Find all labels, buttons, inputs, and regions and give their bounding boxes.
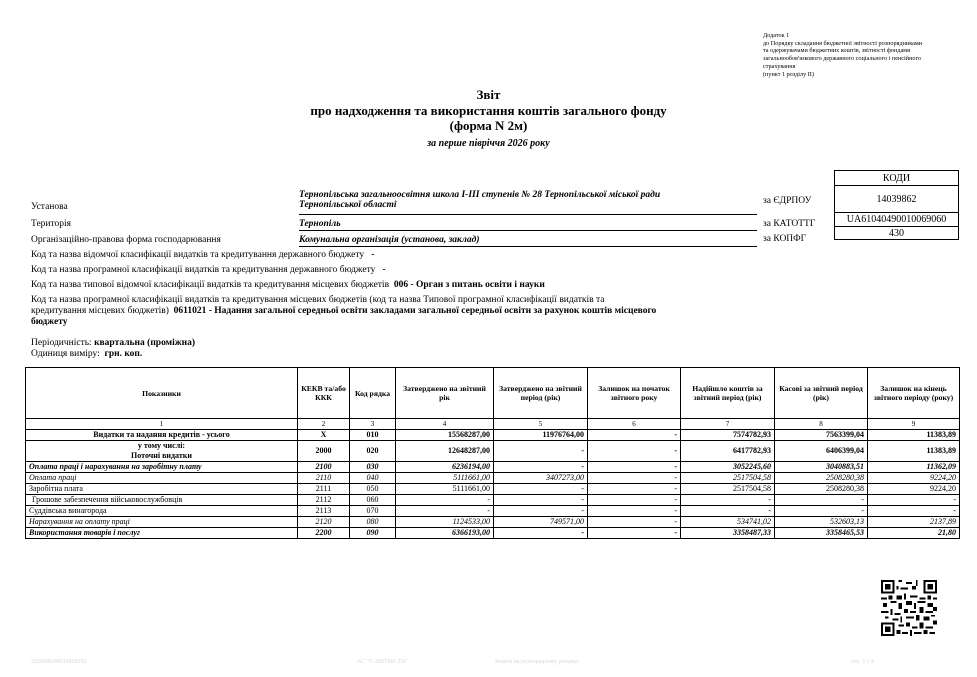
row-name-main: Поточні видатки <box>131 451 192 460</box>
row-c6: - <box>588 495 681 506</box>
row-kekv: X <box>298 430 350 441</box>
row-c5: 749571,00 <box>494 517 588 528</box>
state-dept-classification <box>31 250 374 261</box>
para-text: Код та назва програмної класифікації видатків та кредитування місцевих бюджетів (код та назва Типової програмної класифікації видатків та <box>31 295 605 305</box>
row-kekv: 2112 <box>298 495 350 506</box>
katottg-label: за КАТОТТГ <box>763 219 816 229</box>
periodicity-value: квартальна (проміжна) <box>94 338 196 348</box>
row-code: 060 <box>350 495 396 506</box>
footer-page: стр. 1 з 4 <box>851 659 874 665</box>
row-c7: 6417782,93 <box>681 441 775 462</box>
row-c4: 1124533,00 <box>396 517 494 528</box>
row-kekv: 2000 <box>298 441 350 462</box>
row-kekv: 2200 <box>298 528 350 539</box>
report-title: Звіт <box>476 87 501 102</box>
row-c6: - <box>588 484 681 495</box>
row-name: Оплата праці і нарахування на заробітну плату <box>26 462 298 473</box>
table-row <box>26 473 960 484</box>
para-text: кредитування місцевих бюджетів) <box>31 306 169 316</box>
row-c6: - <box>588 473 681 484</box>
col-index: 2 <box>298 419 350 430</box>
territory-label: Територія <box>31 219 72 229</box>
row-c7: 3052245,60 <box>681 462 775 473</box>
row-code: 020 <box>350 441 396 462</box>
row-c5: - <box>494 484 588 495</box>
row-c7: - <box>681 495 775 506</box>
legal-form-label: Організаційно-правова форма господарювання <box>31 235 221 245</box>
col-index: 6 <box>588 419 681 430</box>
row-code: 010 <box>350 430 396 441</box>
row-c5: - <box>494 495 588 506</box>
row-code: 050 <box>350 484 396 495</box>
local-dept-classification <box>31 280 545 291</box>
unit-label: Одиниця виміру: <box>31 349 100 359</box>
row-c7: 3358487,33 <box>681 528 775 539</box>
row-c7: - <box>681 506 775 517</box>
row-name: Суддівська винагорода <box>26 506 298 517</box>
row-c8: 2508280,38 <box>775 473 868 484</box>
row-c4: - <box>396 495 494 506</box>
row-c8: 7563399,04 <box>775 430 868 441</box>
row-c4: - <box>396 506 494 517</box>
territory-value: Тернопіль <box>299 219 341 229</box>
col-header: Залишок на кінець звітного періоду (року) <box>868 368 960 419</box>
col-header: Затверджено на звітний період (рік) <box>494 368 588 419</box>
col-header: Надійшло коштів за звітний період (рік) <box>681 368 775 419</box>
funds-table <box>25 367 960 539</box>
para-text: Код та назва відомчої класифікації видатків та кредитування державного бюджету <box>31 250 365 260</box>
col-index: 5 <box>494 419 588 430</box>
row-c9: 9224,20 <box>868 473 960 484</box>
footer-account: Кошти на розпорядчому рахунку <box>495 659 580 665</box>
table-row <box>26 495 960 506</box>
row-c4: 5111661,00 <box>396 484 494 495</box>
report-form: (форма N 2м) <box>449 118 528 133</box>
row-c8: 3358465,53 <box>775 528 868 539</box>
report-subtitle: про надходження та використання коштів загального фонду <box>310 103 667 118</box>
annex-line: (пункт 1 розділу II) <box>763 70 814 78</box>
table-row <box>26 462 960 473</box>
annex-line: страхування <box>763 62 796 70</box>
periodicity-label: Періодичність: <box>31 338 92 348</box>
institution-name <box>299 190 660 210</box>
row-name: Нарахування на оплату праці <box>26 517 298 528</box>
row-c4: 6366193,00 <box>396 528 494 539</box>
table-row <box>26 441 960 462</box>
table-index-row <box>26 419 960 430</box>
annex-line: та одержувачами бюджетних коштів, звітності фондами <box>763 47 911 55</box>
row-c9: 11383,89 <box>868 441 960 462</box>
row-c6: - <box>588 462 681 473</box>
col-header: КЕКВ та/або ККК <box>298 368 350 419</box>
row-c5: - <box>494 441 588 462</box>
row-c6: - <box>588 517 681 528</box>
row-c7: 534741,02 <box>681 517 775 528</box>
table-row <box>26 517 960 528</box>
unit <box>31 349 142 360</box>
footer-system: АС "Є-ЗВІТНІСТЬ" <box>357 659 408 665</box>
row-kekv: 2100 <box>298 462 350 473</box>
qr-code-icon <box>881 580 937 636</box>
row-c5: - <box>494 462 588 473</box>
row-c5: - <box>494 528 588 539</box>
table-row <box>26 484 960 495</box>
col-index: 7 <box>681 419 775 430</box>
codes-table <box>834 170 959 240</box>
row-code: 090 <box>350 528 396 539</box>
row-c4: 6236194,00 <box>396 462 494 473</box>
row-c5: 3407273,00 <box>494 473 588 484</box>
row-c8: - <box>775 495 868 506</box>
row-c6: - <box>588 441 681 462</box>
row-code: 070 <box>350 506 396 517</box>
codes-header: КОДИ <box>835 171 959 186</box>
col-header: Код рядка <box>350 368 396 419</box>
table-row <box>26 506 960 517</box>
kopfg-code: 430 <box>835 227 959 240</box>
institution-line: Тернопільської області <box>299 200 397 210</box>
territory-underline <box>299 230 757 231</box>
col-header: Показники <box>26 368 298 419</box>
para-value: бюджету <box>31 317 68 327</box>
annex-note <box>763 32 963 78</box>
row-c8: 532603,13 <box>775 517 868 528</box>
row-c4: 12648287,00 <box>396 441 494 462</box>
state-program-classification <box>31 265 386 276</box>
row-c7: 2517504,58 <box>681 484 775 495</box>
row-name: Заробітна плата <box>26 484 298 495</box>
row-kekv: 2110 <box>298 473 350 484</box>
row-name <box>26 441 298 462</box>
col-index: 3 <box>350 419 396 430</box>
row-c9: - <box>868 495 960 506</box>
col-index: 4 <box>396 419 494 430</box>
legal-form-value: Комунальна організація (установа, заклад) <box>299 235 480 245</box>
institution-label: Установа <box>31 202 68 212</box>
para-value: 0611021 - Надання загальної середньої освіти закладами загальної середньої освіти за рахунок коштів місцевого <box>173 306 657 316</box>
row-c6: - <box>588 506 681 517</box>
row-c6: - <box>588 528 681 539</box>
row-kekv: 2113 <box>298 506 350 517</box>
row-c9: 21,80 <box>868 528 960 539</box>
row-c8: 6406399,04 <box>775 441 868 462</box>
institution-line: Тернопільська загальноосвітня школа І-ІІІ ступенів № 28 Тернопільської міської ради <box>299 190 661 200</box>
row-c9: 9224,20 <box>868 484 960 495</box>
row-name: Використання товарів і послуг <box>26 528 298 539</box>
row-code: 030 <box>350 462 396 473</box>
legal-form-underline <box>299 246 757 247</box>
local-program-classification <box>31 295 766 328</box>
para-value: - <box>382 265 386 275</box>
col-index: 9 <box>868 419 960 430</box>
para-text: Код та назва програмної класифікації видатків та кредитування державного бюджету <box>31 265 376 275</box>
row-kekv: 2120 <box>298 517 350 528</box>
annex-line: загальнообов'язкового державного соціального і пенсійного <box>763 55 921 63</box>
row-name: Видатки та надання кредитів - усього <box>26 430 298 441</box>
row-c4: 5111661,00 <box>396 473 494 484</box>
katottg-code: UA61040490010069060 <box>835 213 959 227</box>
row-c5: - <box>494 506 588 517</box>
col-header: Затверджено на звітний рік <box>396 368 494 419</box>
row-kekv: 2111 <box>298 484 350 495</box>
row-c8: 2508280,38 <box>775 484 868 495</box>
row-c7: 2517504,58 <box>681 473 775 484</box>
row-c5: 11976764,00 <box>494 430 588 441</box>
row-c8: 3040883,51 <box>775 462 868 473</box>
row-c7: 7574782,93 <box>681 430 775 441</box>
row-c9: 11362,09 <box>868 462 960 473</box>
col-index: 8 <box>775 419 868 430</box>
footer-doc-id: 2026000/00015808252 <box>31 659 87 665</box>
row-c6: - <box>588 430 681 441</box>
row-c4: 15568287,00 <box>396 430 494 441</box>
unit-value: грн. коп. <box>104 349 143 359</box>
row-name: Оплата праці <box>26 473 298 484</box>
annex-line: до Порядку складання бюджетної звітності розпорядниками <box>763 39 923 47</box>
row-code: 040 <box>350 473 396 484</box>
table-header-row <box>26 368 960 419</box>
para-value: 006 - Орган з питань освіти і науки <box>393 280 545 290</box>
para-value: - <box>371 250 375 260</box>
row-c9: - <box>868 506 960 517</box>
col-index: 1 <box>26 419 298 430</box>
row-c9: 2137,89 <box>868 517 960 528</box>
kopfg-label: за КОПФГ <box>763 234 807 244</box>
periodicity <box>31 338 195 349</box>
annex-line: Додаток 1 <box>763 32 790 39</box>
table-row <box>26 528 960 539</box>
row-name-prefix: у тому числі: <box>137 441 186 450</box>
para-text: Код та назва типової відомчої класифікації видатків та кредитування місцевих бюджетів <box>31 280 390 290</box>
col-header: Залишок на початок звітного року <box>588 368 681 419</box>
row-c9: 11383,89 <box>868 430 960 441</box>
edrpou-label: за ЄДРПОУ <box>763 196 812 206</box>
row-code: 080 <box>350 517 396 528</box>
row-name: Грошове забезпечення військовослужбовців <box>26 495 298 506</box>
col-header: Касові за звітний період (рік) <box>775 368 868 419</box>
report-period: за перше півріччя 2026 року <box>427 138 550 149</box>
institution-underline <box>299 214 757 215</box>
table-row <box>26 430 960 441</box>
row-c8: - <box>775 506 868 517</box>
edrpou-code: 14039862 <box>835 186 959 213</box>
